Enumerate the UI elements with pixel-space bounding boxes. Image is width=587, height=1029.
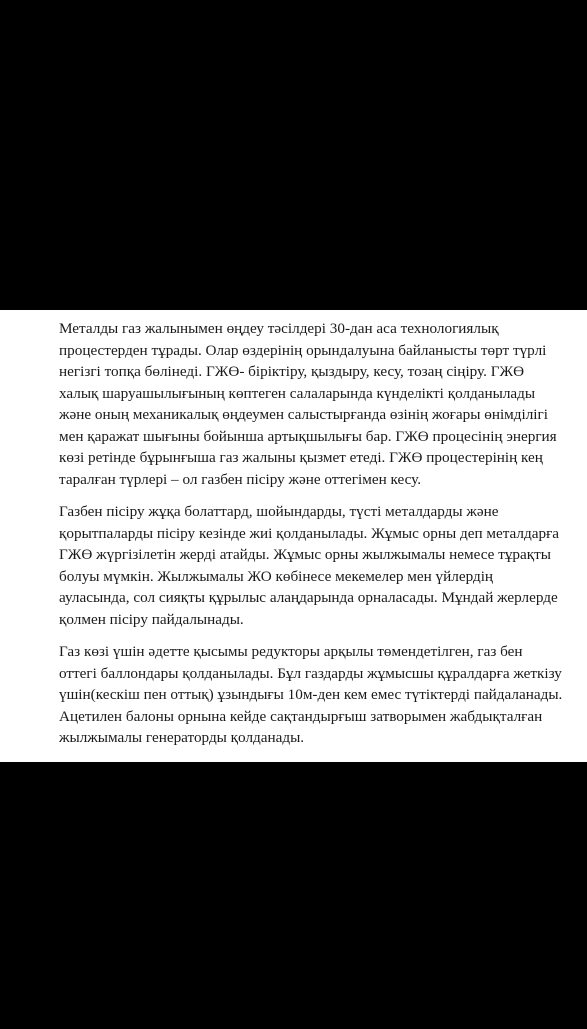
text-line: негізгі топқа бөлінеді. ГЖӨ- біріктіру, қыздыру, кесу, тозаң сіңіру. ГЖӨ [59,363,525,380]
text-line: таралған түрлері – ол газбен пісіру және оттегімен кесу. [59,470,422,488]
text-line: жылжымалы генераторды қолданады. [59,729,305,746]
paragraph-1 [17,318,579,490]
paragraph-3 [17,641,579,749]
text-line: қолмен пісіру пайдалынады. [59,610,244,628]
text-line: Газ көзі үшін әдетте қысымы редукторы арқылы төмендетілген, газ бен [59,643,523,660]
document-body [17,318,579,760]
text-line: ауласында, сол сияқты құрылыс алаңдарында орналасады. Мұндай жерлерде [59,589,558,606]
text-line: үшін(кескіш пен оттық) ұзындығы 10м-ден кем емес түтіктерді пайдаланады. [59,686,563,703]
text-line: болуы мүмкін. Жылжымалы ЖО көбінесе мекемелер мен үйлердің [59,567,494,585]
text-line: халық шаруашылығының көптеген салаларында күнделікті қолданылады [59,384,536,402]
text-line: процестерден тұрады. Олар өздерінің орындалуына байланысты төрт түрлі [59,341,547,359]
text-line: Газбен пісіру жұқа болаттард, шойындарды, түсті металдарды және [59,503,499,520]
document-page [0,310,587,762]
paragraph-2 [17,501,579,630]
text-line: Ацетилен балоны орнына кейде сақтандырғыш затворымен жабдықталған [59,707,543,725]
text-line: Металды газ жалынымен өңдеу тәсілдері 30-дан аса технологиялық [59,320,499,337]
text-line: және оның механикалық өңдеумен салыстырғанда өзінің жоғары өнімділігі [59,406,548,423]
text-line: оттегі баллондары қолданылады. Бұл газдарды жұмысшы құралдарға жеткізу [59,664,562,682]
text-line: көзі ретінде бұрынғыша газ жалыны қызмет етеді. ГЖӨ процестерінің кең [59,449,543,466]
text-line: қорытпаларды пісіру кезінде жиі қолданылады. Жұмыс орны деп металдарға [59,524,560,542]
text-line: мен қаражат шығыны бойынша артықшылығы бар. ГЖӨ процесінің энергия [59,427,557,445]
text-line: ГЖӨ жүргізілетін жерді атайды. Жұмыс орны жылжымалы немесе тұрақты [59,546,551,563]
